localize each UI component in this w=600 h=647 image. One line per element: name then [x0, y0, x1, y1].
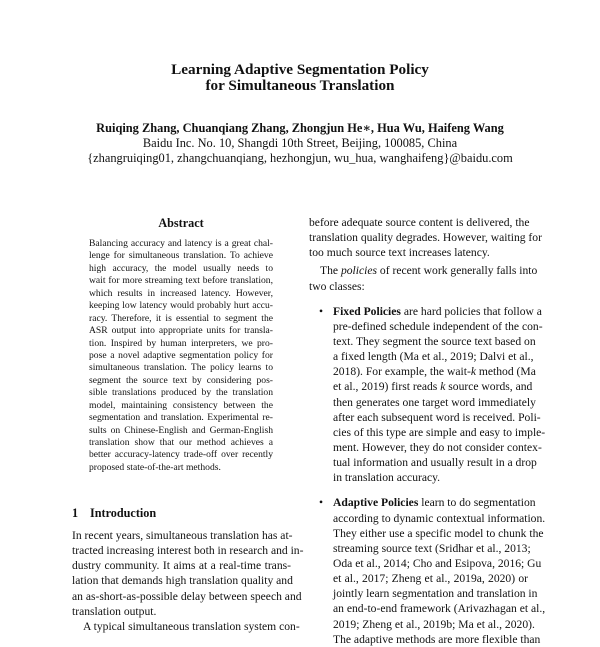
- text-line: tual information and usually result in a drop: [333, 456, 537, 470]
- text-line: too much source text increases latency.: [309, 246, 490, 260]
- affiliation: Baidu Inc. No. 10, Shangdi 10th Street, Beijing, 100085, China: [142, 136, 458, 150]
- text-line: proposed state-of-the-art methods.: [89, 461, 221, 473]
- continuation-paragraph: [309, 215, 542, 260]
- text-line: cies of this type are simple and easy to imple-: [333, 425, 546, 439]
- bullet-icon: •: [319, 304, 324, 318]
- text-line: before adequate source content is delivered, the: [309, 216, 530, 229]
- text-line: keeping low latency would probably hurt accu-: [89, 300, 273, 312]
- text-line: according to dynamic contextual information.: [333, 511, 546, 525]
- text-fragment: 2018). For example, the wait-: [333, 365, 471, 379]
- text-fragment: of recent work generally falls into: [377, 264, 538, 278]
- text-line: dustry community. It aims at a real-time trans-: [72, 559, 291, 573]
- text-line: which results in increased latency. However,: [89, 287, 273, 299]
- item-lines: [333, 395, 546, 486]
- text-line: simultaneous translation. The policy learns to: [89, 362, 273, 374]
- item-line: pre-defined schedule independent of the con-: [333, 319, 543, 333]
- intro-paragraph: [72, 528, 304, 619]
- abstract-body: [89, 238, 273, 474]
- text-fragment: The: [320, 264, 341, 278]
- text-line: segment the source text by considering pos-: [89, 374, 273, 386]
- text-line: sible translations produced by the translation: [89, 387, 273, 399]
- text-line: lation that demands high translation quality and: [72, 574, 293, 588]
- section-number: 1: [72, 506, 79, 520]
- author-emails: {zhangruiqing01, zhangchuanqiang, hezhongjun, wu_hua, wanghaifeng}@baidu.com: [87, 151, 513, 165]
- item-lines: [333, 319, 543, 364]
- introduction-body: [72, 528, 304, 634]
- text-line: tracted increasing interest both in research and in-: [72, 544, 304, 558]
- text-line: streaming source text (Sridhar et al., 2013;: [333, 541, 531, 555]
- text-line: an end-to-end framework (Arivazhagan et al.,: [333, 602, 546, 616]
- text-line: Balancing accuracy and latency is a great chal-: [89, 238, 273, 249]
- policies-intro-line: two classes:: [309, 279, 365, 293]
- text-line: high accuracy, the model usually needs to: [89, 262, 273, 274]
- fixed-policies-item: [309, 304, 546, 486]
- item-line: text. They segment the source text based on: [333, 334, 536, 348]
- item-line: [333, 495, 536, 510]
- text-line: lenge for simultaneous translation. To achieve: [89, 250, 273, 262]
- text-line: better accuracy-latency trade-off over recently: [89, 449, 273, 461]
- text-line: model, maintaining consistency between the: [89, 399, 273, 411]
- spacer: [309, 485, 528, 495]
- text-line: They either use a specific model to chunk the: [333, 526, 544, 540]
- spacer: [309, 294, 528, 304]
- text-fragment: learn to do segmentation: [418, 496, 536, 510]
- text-line: translation quality degrades. However, waiting for: [309, 231, 542, 245]
- text-line: ment. However, they do not consider contex-: [333, 440, 542, 454]
- text-line: translation show that our method achieves a: [89, 437, 273, 448]
- text-line: tion. Inspired by human interpreters, we pro-: [89, 337, 273, 349]
- text-line: ASR output into appropriate units for transla-: [89, 325, 273, 337]
- text-line: segmentation and translation. Experimental re-: [89, 412, 273, 424]
- introduction-heading: [72, 506, 292, 520]
- title-line: Learning Adaptive Segmentation Policy: [171, 61, 429, 78]
- intro-paragraph-line: A typical simultaneous translation system con-: [83, 619, 300, 633]
- text-fragment: are hard policies that follow a: [400, 304, 542, 318]
- text-fragment: source words, and: [445, 380, 533, 394]
- math-var-k: k: [440, 380, 446, 394]
- adaptive-policies-item: [309, 495, 546, 646]
- item-line: a fixed length (Ma et al., 2019; Dalvi et al.,: [333, 350, 534, 364]
- text-line: sults on Chinese-English and German-English: [89, 424, 273, 436]
- author-list: Ruiqing Zhang, Chuanqiang Zhang, Zhongjun He∗, Hua Wu, Haifeng Wang: [96, 121, 504, 135]
- policies-intro-line: [309, 263, 538, 278]
- abstract-heading: Abstract: [158, 216, 204, 230]
- item-lines: [333, 511, 546, 647]
- text-line: jointly learn segmentation and translation in: [333, 587, 538, 601]
- text-fragment: method (Ma: [475, 365, 536, 379]
- right-column: [309, 215, 546, 647]
- text-line: then generates one target word immediately: [333, 395, 536, 409]
- text-line: In recent years, simultaneous translation has at-: [72, 529, 293, 542]
- text-line: translation output.: [72, 604, 157, 618]
- math-var-k: k: [470, 365, 476, 379]
- item-line: [333, 379, 533, 394]
- paper-title: [0, 62, 600, 94]
- text-line: racy. Therefore, it is essential to segment the: [89, 312, 273, 324]
- policies-term: policies: [340, 264, 377, 278]
- text-line: 2019; Zheng et al., 2019b; Ma et al., 2020).: [333, 617, 535, 631]
- text-fragment: et al., 2019) first reads: [333, 380, 441, 394]
- text-line: et al., 2017; Zheng et al., 2019a, 2020) or: [333, 572, 528, 586]
- item-term: Fixed Policies: [333, 304, 401, 318]
- text-line: Oda et al., 2014; Cho and Esipova, 2016; Gu: [333, 556, 542, 570]
- text-line: wait for more streaming text before translation,: [89, 275, 273, 287]
- text-line: after each subsequent word is received. Poli-: [333, 410, 541, 424]
- section-title: Introduction: [90, 506, 157, 520]
- text-line: The adaptive methods are more flexible than: [333, 632, 541, 646]
- text-line: in translation accuracy.: [333, 471, 441, 485]
- bullet-icon: •: [319, 496, 324, 510]
- text-line: pose a novel adaptive segmentation policy for: [89, 349, 273, 361]
- item-line: [333, 364, 536, 379]
- item-line: [333, 304, 542, 319]
- text-line: an as-short-as-possible delay between speech and: [72, 589, 302, 603]
- item-term: Adaptive Policies: [333, 496, 419, 510]
- title-line: for Simultaneous Translation: [205, 77, 395, 94]
